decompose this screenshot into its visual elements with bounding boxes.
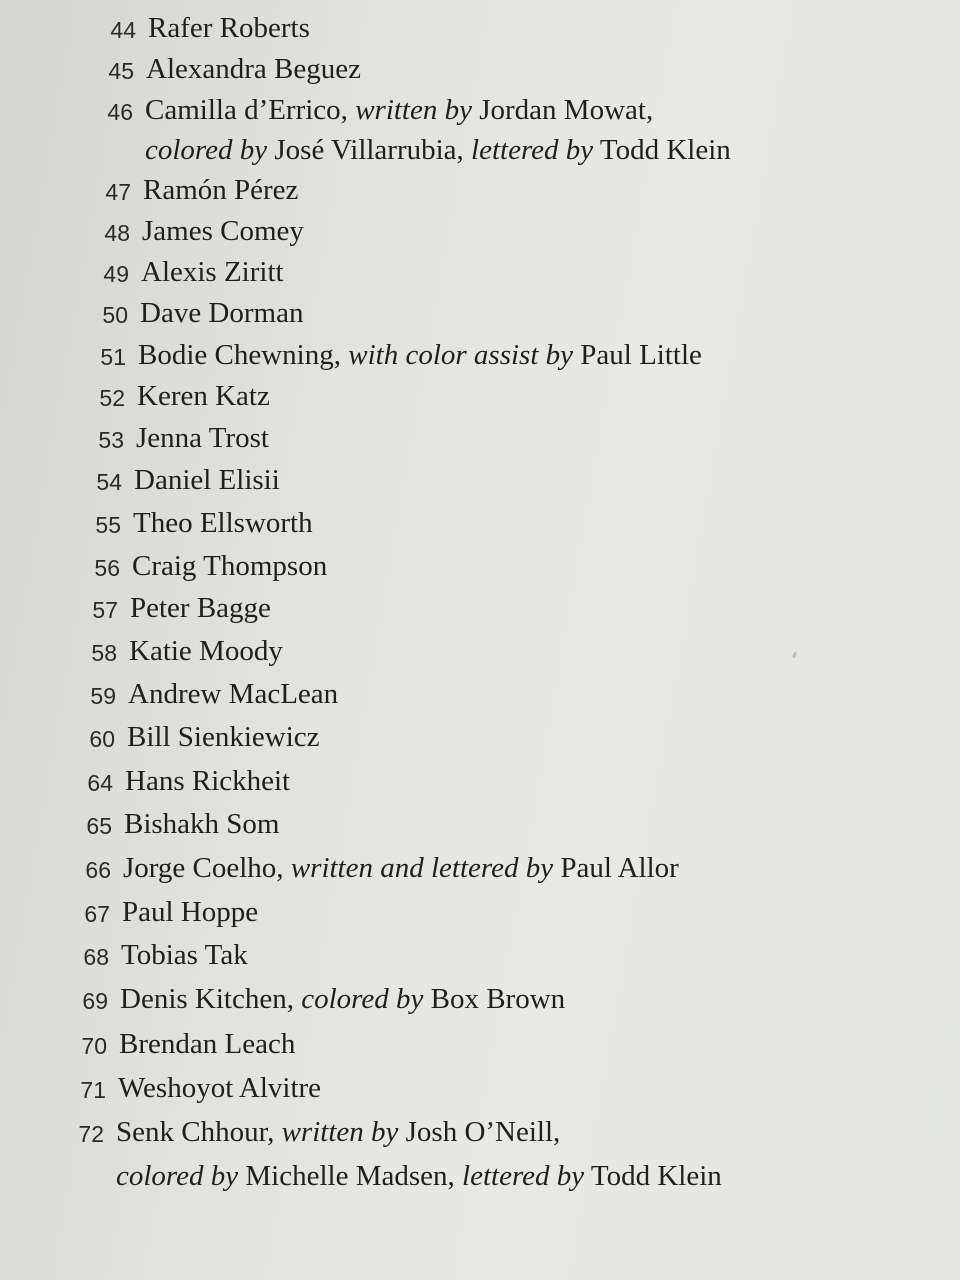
credit-role: written by <box>281 1116 399 1148</box>
entry-number: 52 <box>99 385 125 411</box>
entry-number: 65 <box>86 813 112 839</box>
contributor-name: Peter Bagge <box>130 592 271 624</box>
entry-number: 66 <box>85 857 111 883</box>
credit-role: colored by <box>301 983 424 1015</box>
entry-number: 48 <box>104 220 130 246</box>
credit-role: colored by <box>145 134 268 166</box>
entry-number: 68 <box>83 944 109 970</box>
credit-person: José Villarrubia, <box>274 134 464 166</box>
credit-person: Todd Klein <box>590 1160 722 1192</box>
contributor-name: Senk Chhour, <box>116 1116 275 1148</box>
contributor-name: Andrew MacLean <box>128 678 339 710</box>
contributor-name: Bill Sienkiewicz <box>127 721 320 753</box>
contributor-name: Weshoyot Alvitre <box>118 1072 322 1104</box>
entry-number: 53 <box>98 427 124 453</box>
entry-number: 72 <box>78 1121 104 1147</box>
contributor-name: Katie Moody <box>129 635 283 667</box>
contributor-name: Daniel Elisii <box>134 464 280 496</box>
entry-number: 60 <box>89 726 115 752</box>
entry-number: 46 <box>107 99 133 125</box>
entry-number: 59 <box>90 683 116 709</box>
entry-number: 57 <box>92 597 118 623</box>
credit-person: Josh O’Neill, <box>405 1116 561 1148</box>
credit-person: Box Brown <box>430 983 566 1015</box>
credit-role: with color assist by <box>348 339 574 371</box>
credit-person: Todd Klein <box>599 134 731 166</box>
credit-role: written by <box>355 94 472 126</box>
contributor-name: Craig Thompson <box>132 550 328 582</box>
contributor-name: Bishakh Som <box>124 808 280 840</box>
entry-number: 49 <box>103 261 129 287</box>
credit-person: Paul Little <box>580 339 702 371</box>
contributor-name: Jorge Coelho, <box>123 852 284 884</box>
contributor-name: Brendan Leach <box>119 1028 296 1060</box>
entry-number: 70 <box>81 1033 107 1059</box>
credit-person: Michelle Madsen, <box>245 1160 455 1192</box>
contributor-name: Alexandra Beguez <box>146 53 361 85</box>
contributor-name: Jenna Trost <box>136 422 269 454</box>
credit-person: Paul Allor <box>560 852 679 884</box>
entry-number: 45 <box>108 58 134 84</box>
contributor-name: Bodie Chewning, <box>138 339 341 371</box>
credit-role: lettered by <box>471 134 594 166</box>
entry-number: 50 <box>102 302 128 328</box>
contributor-name: Paul Hoppe <box>122 896 259 928</box>
entry-number: 51 <box>100 344 126 370</box>
entry-number: 58 <box>91 640 117 666</box>
contributor-name: Tobias Tak <box>121 939 248 971</box>
contributor-name: Theo Ellsworth <box>133 507 313 539</box>
entry-number: 71 <box>80 1077 106 1103</box>
entry-number: 64 <box>87 770 113 796</box>
contributor-name: Ramón Pérez <box>143 174 299 206</box>
contributor-name: Hans Rickheit <box>125 765 291 797</box>
entry-number: 54 <box>96 469 122 495</box>
contributor-name: Camilla d’Errico, <box>145 94 348 126</box>
entry-number: 44 <box>110 17 136 43</box>
contributor-name: Rafer Roberts <box>148 12 310 44</box>
contributor-name: Denis Kitchen, <box>120 983 294 1015</box>
credit-role: lettered by <box>462 1160 585 1192</box>
contributor-name: Alexis Ziritt <box>141 256 284 288</box>
entry-number: 56 <box>94 555 120 581</box>
credit-role: colored by <box>116 1160 239 1192</box>
entry-number: 55 <box>95 512 121 538</box>
entry-number: 69 <box>82 988 108 1014</box>
credit-role: written and lettered by <box>290 852 554 884</box>
entry-number: 47 <box>105 179 131 205</box>
entry-number: 67 <box>84 901 110 927</box>
credit-person: Jordan Mowat, <box>479 94 654 126</box>
contributor-name: Keren Katz <box>137 380 270 412</box>
contributor-name: James Comey <box>142 215 304 247</box>
contributor-name: Dave Dorman <box>140 297 304 329</box>
